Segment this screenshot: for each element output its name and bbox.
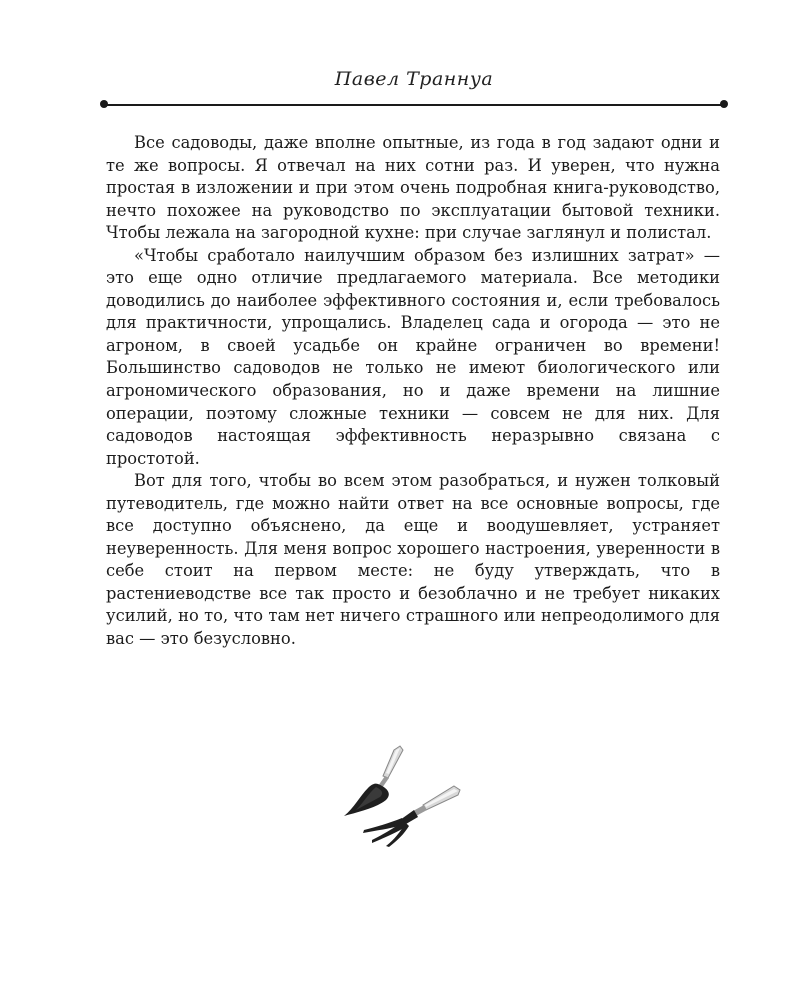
- header-rule-dot-left: [100, 100, 108, 108]
- garden-tools-illustration: [336, 738, 466, 848]
- header-rule: [104, 104, 724, 106]
- author-name: Павел Траннуа: [334, 68, 494, 90]
- paragraph-3: Вот для того, чтобы во всем этом разобраться, и нужен толковый путеводитель, где можно найти ответ на все основные вопросы, где все доступно объяснено, да еще и воодушевляет, устраняет неуверенность. Для меня вопрос хорошего настроения, уверенности в себе стоит на первом месте: не буду утверждать, что в растениеводстве все так просто и безоблачно и не требует никаких усилий, но то, что там нет ничего страшного или непреодолимого для вас — это безусловно.: [106, 471, 720, 649]
- garden-trowel-and-fork-icon: [336, 738, 466, 848]
- paragraph-2: «Чтобы сработало наилучшим образом без излишних затрат» — это еще одно отличие предлагаемого материала. Все методики доводились до наиболее эффективного состояния и, если требовалось для практичности, упрощались. Владелец сада и огорода — это не агроном, в своей усадьбе он крайне ограничен во времени! Большинство садоводов не только не имеют биологического или агрономического образования, но и даже времени на лишние операции, поэтому сложные техники — совсем не для них. Для садоводов настоящая эффективность неразрывно связана с простотой.: [106, 245, 720, 468]
- body-text: [106, 132, 720, 651]
- header-rule-dot-right: [720, 100, 728, 108]
- paragraph-1: Все садоводы, даже вполне опытные, из года в год задают одни и те же вопросы. Я отвечал на них сотни раз. И уверен, что нужна простая в изложении и при этом очень подробная книга-руководство, нечто похожее на руководство по эксплуатации бытовой техники. Чтобы лежала на загородной кухне: при случае заглянул и полистал.: [106, 133, 720, 243]
- trowel-icon: [344, 746, 403, 816]
- running-header: [104, 64, 724, 114]
